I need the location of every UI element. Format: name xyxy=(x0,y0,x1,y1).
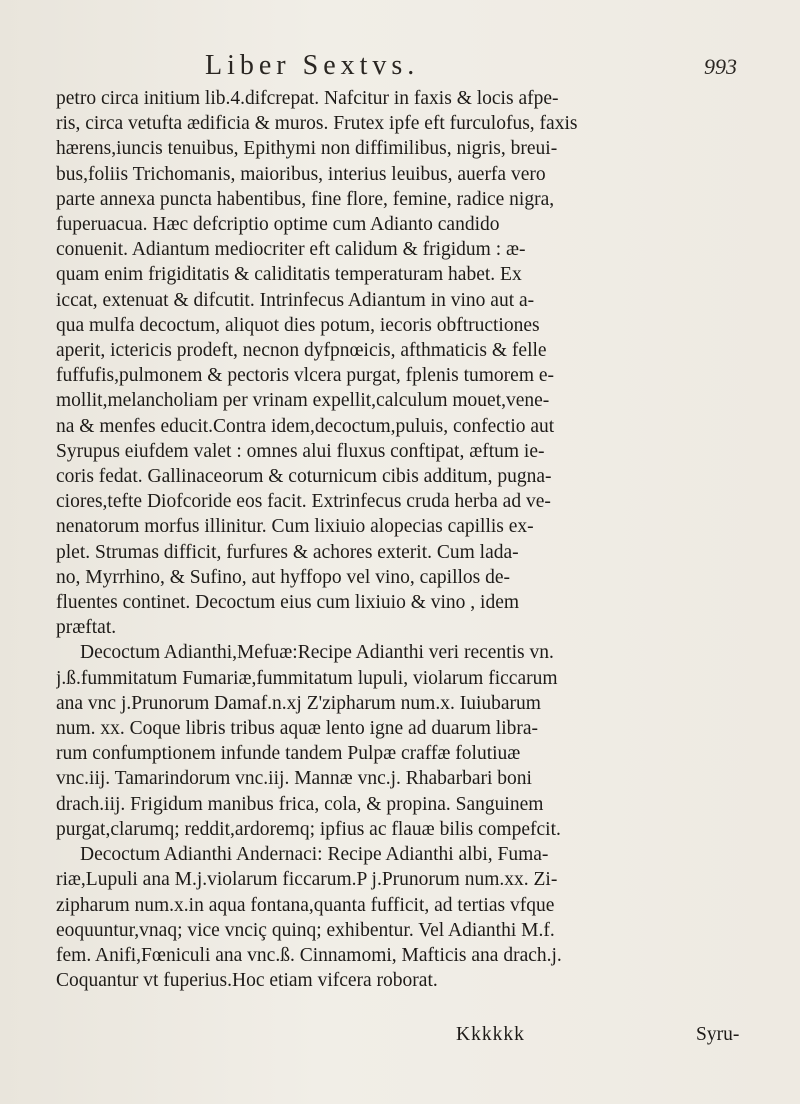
text-line: quam enim frigiditatis & caliditatis temperaturam habet. Ex xyxy=(56,264,522,286)
running-head: Liber Sextvs. xyxy=(205,50,420,81)
text-line: ciores,tefte Diofcoride eos facit. Extrinfecus cruda herba ad ve- xyxy=(56,491,551,513)
text-line: plet. Strumas difficit, furfures & achores exterit. Cum lada- xyxy=(56,541,519,563)
text-line: eoquuntur,vnaq; vice vnciç quinq; exhibentur. Vel Adianthi M.f. xyxy=(56,919,555,941)
text-line: ris, circa vetufta ædificia & muros. Frutex ipfe eft furculofus, faxis xyxy=(56,113,578,135)
text-line: qua mulfa decoctum, aliquot dies potum, iecoris obftructiones xyxy=(56,314,540,336)
text-line: hærens,iuncis tenuibus, Epithymi non diffimilibus, nigris, breui- xyxy=(56,138,558,160)
text-line: no, Myrrhino, & Sufino, aut hyffopo vel vino, capillos de- xyxy=(56,566,511,588)
text-line: Decoctum Adianthi Andernaci: Recipe Adianthi albi, Fuma- xyxy=(80,844,549,866)
catchword: Syru- xyxy=(696,1024,740,1045)
text-line: mollit,melancholiam per vrinam expellit,calculum mouet,vene- xyxy=(56,390,550,412)
text-line: j.ß.fummitatum Fumariæ,fummitatum lupuli, violarum ficcarum xyxy=(56,667,558,689)
page-number: 993 xyxy=(704,54,737,79)
text-line: num. xx. Coque libris tribus aquæ lento igne ad duarum libra- xyxy=(56,718,539,740)
text-line: præftat. xyxy=(56,617,117,639)
text-line: vnc.iij. Tamarindorum vnc.iij. Mannæ vnc.j. Rhabarbari boni xyxy=(56,768,532,790)
text-line: coris fedat. Gallinaceorum & coturnicum cibis additum, pugna- xyxy=(56,466,552,488)
text-line: riæ,Lupuli ana M.j.violarum ficcarum.P j.Prunorum num.xx. Zi- xyxy=(56,869,558,891)
text-line: Decoctum Adianthi,Mefuæ:Recipe Adianthi veri recentis vn. xyxy=(80,642,554,664)
text-line: iccat, extenuat & difcutit. Intrinfecus Adiantum in vino aut a- xyxy=(56,289,535,311)
text-line: Syrupus eiufdem valet : omnes alui fluxus conftipat, æftum ie- xyxy=(56,440,545,462)
text-line: nenatorum morfus illinitur. Cum lixiuio alopecias capillis ex- xyxy=(56,516,534,538)
signature-mark: Kkkkkk xyxy=(456,1024,525,1045)
text-line: petro circa initium lib.4.difcrepat. Nafcitur in faxis & locis afpe- xyxy=(56,88,559,109)
page-header xyxy=(0,44,800,84)
text-line: ana vnc j.Prunorum Damaf.n.xj Z'zipharum num.x. Iuiubarum xyxy=(56,692,541,714)
text-line: zipharum num.x.in aqua fontana,quanta fufficit, ad tertias vfque xyxy=(56,894,555,916)
body-text xyxy=(56,86,776,993)
text-line: fem. Anifi,Fœniculi ana vnc.ß. Cinnamomi, Mafticis ana drach.j. xyxy=(56,944,562,966)
text-line: Coquantur vt fuperius.Hoc etiam vifcera roborat. xyxy=(56,970,438,992)
text-line: conuenit. Adiantum mediocriter eft calidum & frigidum : æ- xyxy=(56,239,526,261)
text-line: fluentes continet. Decoctum eius cum lixiuio & vino , idem xyxy=(56,592,520,614)
text-line: rum confumptionem infunde tandem Pulpæ craffæ folutiuæ xyxy=(56,743,521,765)
text-line: fuperuacua. Hæc defcriptio optime cum Adianto candido xyxy=(56,214,500,236)
recipe-section xyxy=(56,640,776,993)
text-line: fuffufis,pulmonem & pectoris vlcera purgat, fplenis tumorem e- xyxy=(56,365,555,387)
text-line: drach.iij. Frigidum manibus frica, cola, & propina. Sanguinem xyxy=(56,793,544,815)
text-line: parte annexa puncta habentibus, fine flore, femine, radice nigra, xyxy=(56,188,555,210)
main-paragraph xyxy=(56,86,776,640)
text-line: purgat,clarumq; reddit,ardoremq; ipfius ac flauæ bilis compefcit. xyxy=(56,818,561,840)
text-line: na & menfes educit.Contra idem,decoctum,puluis, confectio aut xyxy=(56,415,555,437)
text-line: bus,foliis Trichomanis, maioribus, interius leuibus, auerfa vero xyxy=(56,163,546,185)
text-line: aperit, ictericis prodeft, necnon dyfpnœicis, afthmaticis & felle xyxy=(56,340,547,362)
